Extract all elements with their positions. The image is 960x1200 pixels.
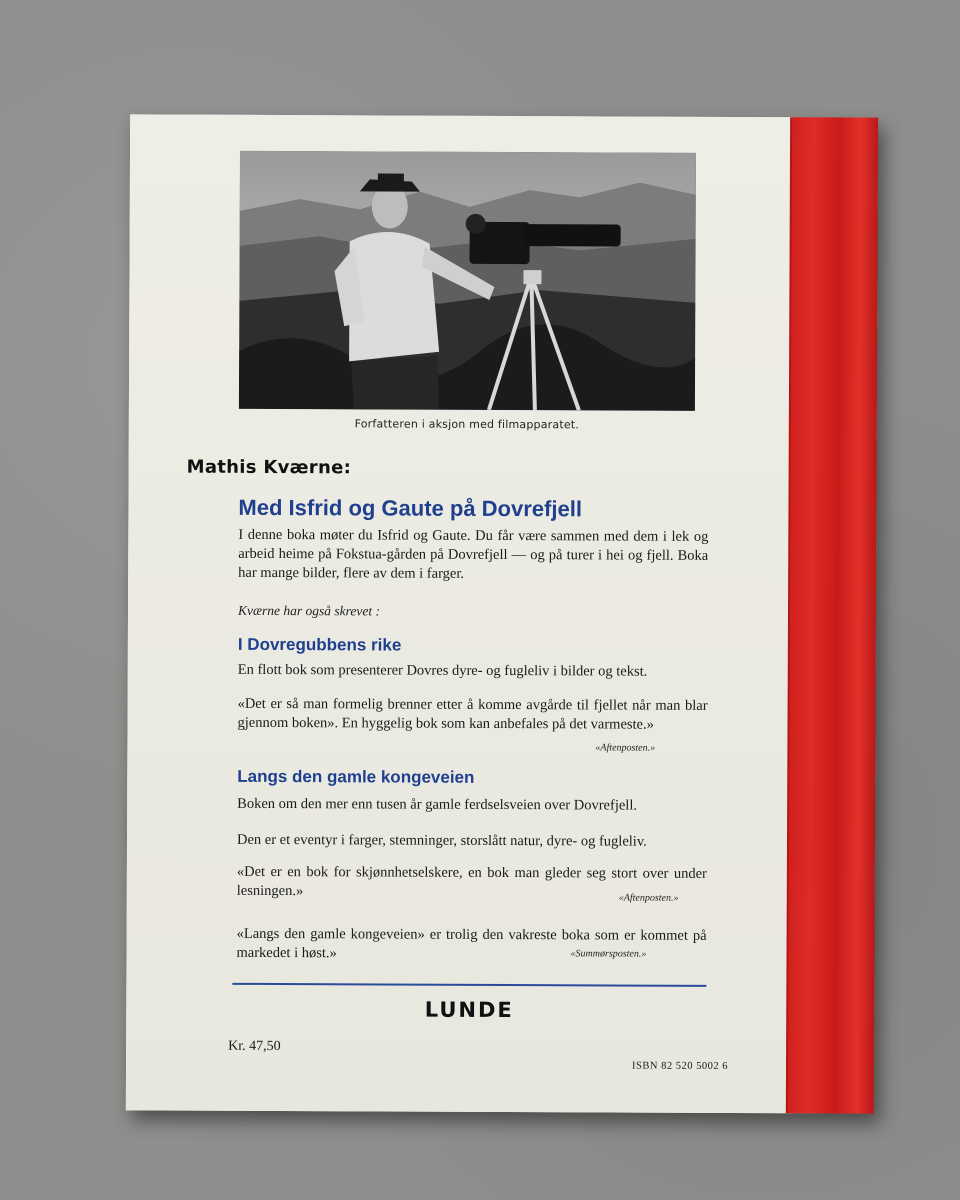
book3-title: Langs den gamle kongeveien [237, 766, 475, 787]
publisher-logo: LUNDE [424, 997, 514, 1023]
also-written-label: Kværne har også skrevet : [237, 602, 381, 619]
book3-quote-1: «Det er en bok for skjønnhetselskere, en bok man gleder seg stort over under lesningen.» [236, 863, 707, 900]
book3-quote-2-source: «Summørsposten.» [570, 948, 647, 960]
divider-rule [232, 983, 706, 987]
cover-paper [126, 114, 796, 1113]
book-back-cover [126, 114, 878, 1113]
book2-title: I Dovregubbens rike [237, 634, 402, 655]
photo-caption: Forfatteren i aksjon med filmapparatet. [354, 417, 580, 432]
book2-quote-source: «Aftenposten.» [595, 742, 656, 754]
isbn-label: ISBN 82 520 5002 6 [632, 1060, 728, 1072]
book1-description: I denne boka møter du Isfrid og Gaute. Du får være sammen med dem i lek og arbeid heime på Fokstua-gården på Dovrefjell — og på turer i hei og fjell. Boka har mange bilder, flere av dem i farger. [238, 526, 709, 582]
book2-quote: «Det er så man formelig brenner etter å komme avgårde til fjellet når man blar gjennom boken». En hyggelig bok som kan anbefales på det varmeste.» [237, 695, 708, 733]
book2-description: En flott bok som presenterer Dovres dyre- og fugleliv i bilder og tekst. [237, 661, 648, 680]
book1-title: Med Isfrid og Gaute på Dovrefjell [238, 494, 583, 522]
author-photo [239, 151, 696, 411]
book3-quote-2: «Langs den gamle kongeveien» er trolig den vakreste boka som er kommet på markedet i høst.» [236, 925, 707, 962]
book-spine [788, 117, 878, 1113]
book3-description-2: Den er et eventyr i farger, stemninger, storslått natur, dyre- og fugleliv. [236, 831, 647, 850]
book3-quote-1-source: «Aftenposten.» [618, 892, 679, 904]
price-label: Kr. 47,50 [228, 1038, 281, 1055]
book3-description: Boken om den mer enn tusen år gamle ferdselsveien over Dovrefjell. [237, 795, 638, 814]
author-name: Mathis Kværne: [186, 456, 352, 479]
